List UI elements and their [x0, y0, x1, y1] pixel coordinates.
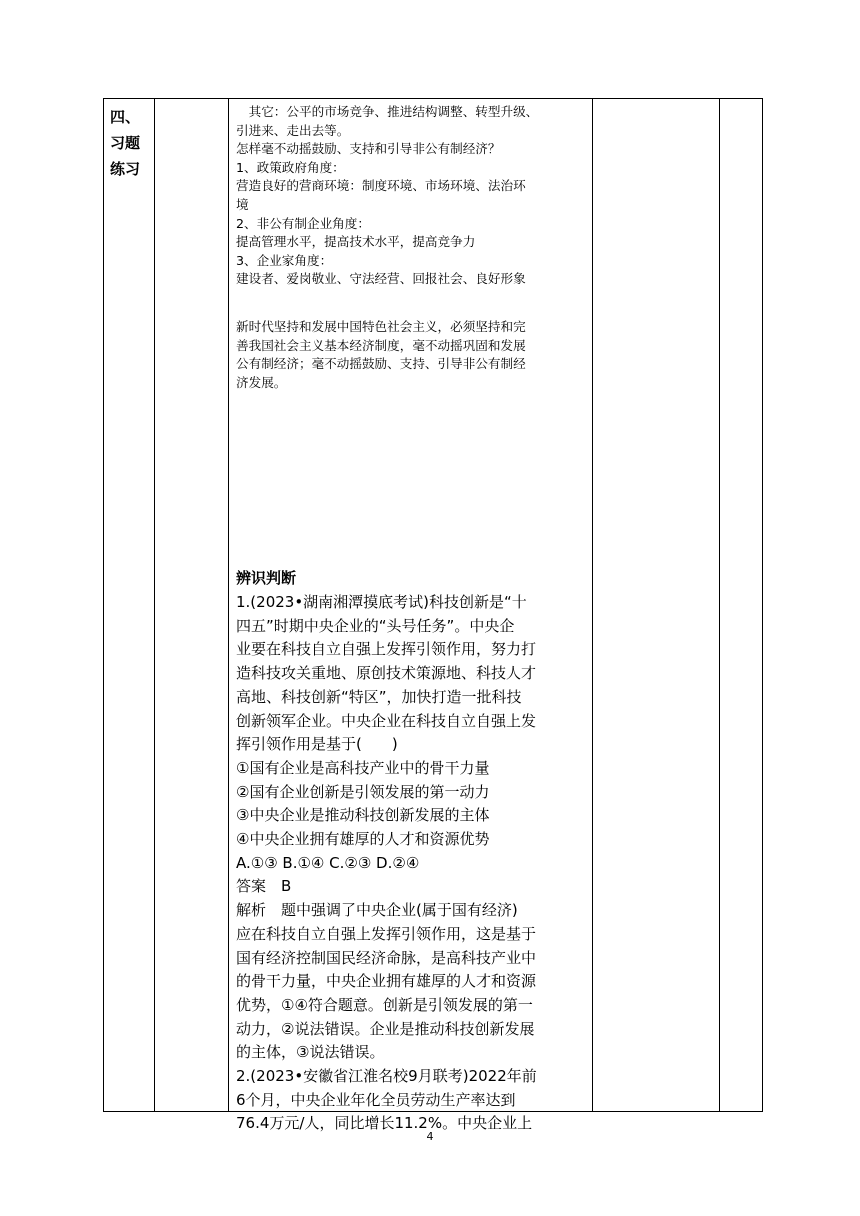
analysis-line: 的主体，③说法错误。 — [236, 1043, 385, 1062]
text-line: 提高管理水平，提高技术水平，提高竞争力 — [236, 234, 476, 250]
exercise-questions — [236, 591, 591, 1136]
table-column-border — [103, 98, 104, 1112]
section-title-line: 练习 — [110, 160, 141, 178]
text-line: 善我国社会主义基本经济制度，毫不动摇巩固和发展 — [236, 337, 526, 353]
analysis-line: 动力，②说法错误。企业是推动科技创新发展 — [236, 1019, 535, 1038]
table-column-border — [154, 98, 155, 1112]
section-title-line: 四、 — [110, 108, 141, 126]
question-line: 76.4万元/人，同比增长11.2%。中央企业上 — [236, 1114, 533, 1133]
table-top-border — [103, 98, 763, 99]
question-line: 6个月，中央企业年化全员劳动生产率达到 — [236, 1090, 516, 1109]
text-line: 营造良好的营商环境：制度环境、市场环境、法治环 — [236, 178, 526, 194]
option-line: ②国有企业创新是引领发展的第一动力 — [236, 782, 490, 801]
text-line: 公有制经济；毫不动摇鼓励、支持、引导非公有制经 — [236, 356, 526, 372]
text-line: 2、非公有制企业角度： — [236, 215, 370, 231]
table-column-border — [719, 98, 720, 1112]
summary-paragraph — [236, 318, 591, 392]
question-line: 2.(2023•安徽省江淮名校9月联考)2022年前 — [236, 1067, 537, 1086]
question-line: 高地、科技创新“特区”，加快打造一批科技 — [236, 687, 522, 706]
question-line: 创新领军企业。中央企业在科技自立自强上发 — [236, 711, 537, 730]
question-line: 挥引领作用是基于( ) — [236, 735, 398, 754]
notes-paragraph — [236, 103, 591, 289]
text-line: 引进来、走出去等。 — [236, 122, 350, 138]
analysis-line: 优势，①④符合题意。创新是引领发展的第一 — [236, 995, 533, 1014]
table-column-border — [592, 98, 593, 1112]
table-column-border — [228, 98, 229, 1112]
question-line: 造科技攻关重地、原创技术策源地、科技人才 — [236, 664, 537, 683]
text-line: 新时代坚持和发展中国特色社会主义，必须坚持和完 — [236, 319, 526, 334]
text-line: 济发展。 — [236, 374, 287, 390]
section-title — [110, 104, 154, 182]
text-line: 1、政策政府角度： — [236, 159, 345, 175]
table-column-border — [762, 98, 763, 1112]
text-line: 其它：公平的市场竞争、推进结构调整、转型升级、 — [236, 104, 539, 119]
text-line: 境 — [236, 196, 249, 212]
analysis-line: 解析 题中强调了中央企业(属于国有经济) — [236, 901, 518, 920]
answer-line: 答案 B — [236, 877, 292, 896]
question-line: 1.(2023•湖南湘潭摸底考试)科技创新是“十 — [236, 593, 527, 611]
option-line: ①国有企业是高科技产业中的骨干力量 — [236, 758, 490, 777]
option-line: ④中央企业拥有雄厚的人才和资源优势 — [236, 830, 490, 849]
analysis-line: 的骨干力量，中央企业拥有雄厚的人才和资源 — [236, 972, 537, 991]
analysis-line: 国有经济控制国民经济命脉，是高科技产业中 — [236, 948, 537, 967]
text-line: 3、企业家角度： — [236, 252, 333, 268]
choices-line: A.①③ B.①④ C.②③ D.②④ — [236, 853, 420, 872]
text-line: 建设者、爱岗敬业、守法经营、回报社会、良好形象 — [236, 271, 526, 287]
question-line: 四五”时期中央企业的“头号任务”。中央企 — [236, 616, 515, 635]
option-line: ③中央企业是推动科技创新发展的主体 — [236, 806, 490, 825]
section-title-line: 习题 — [110, 134, 141, 152]
exercise-heading: 辨识判断 — [236, 569, 297, 587]
analysis-line: 应在科技自立自强上发挥引领作用，这是基于 — [236, 924, 537, 943]
question-line: 业要在科技自立自强上发挥引领作用，努力打 — [236, 640, 537, 659]
page-number: 4 — [426, 1130, 434, 1143]
text-line: 怎样毫不动摇鼓励、支持和引导非公有制经济？ — [236, 141, 501, 157]
